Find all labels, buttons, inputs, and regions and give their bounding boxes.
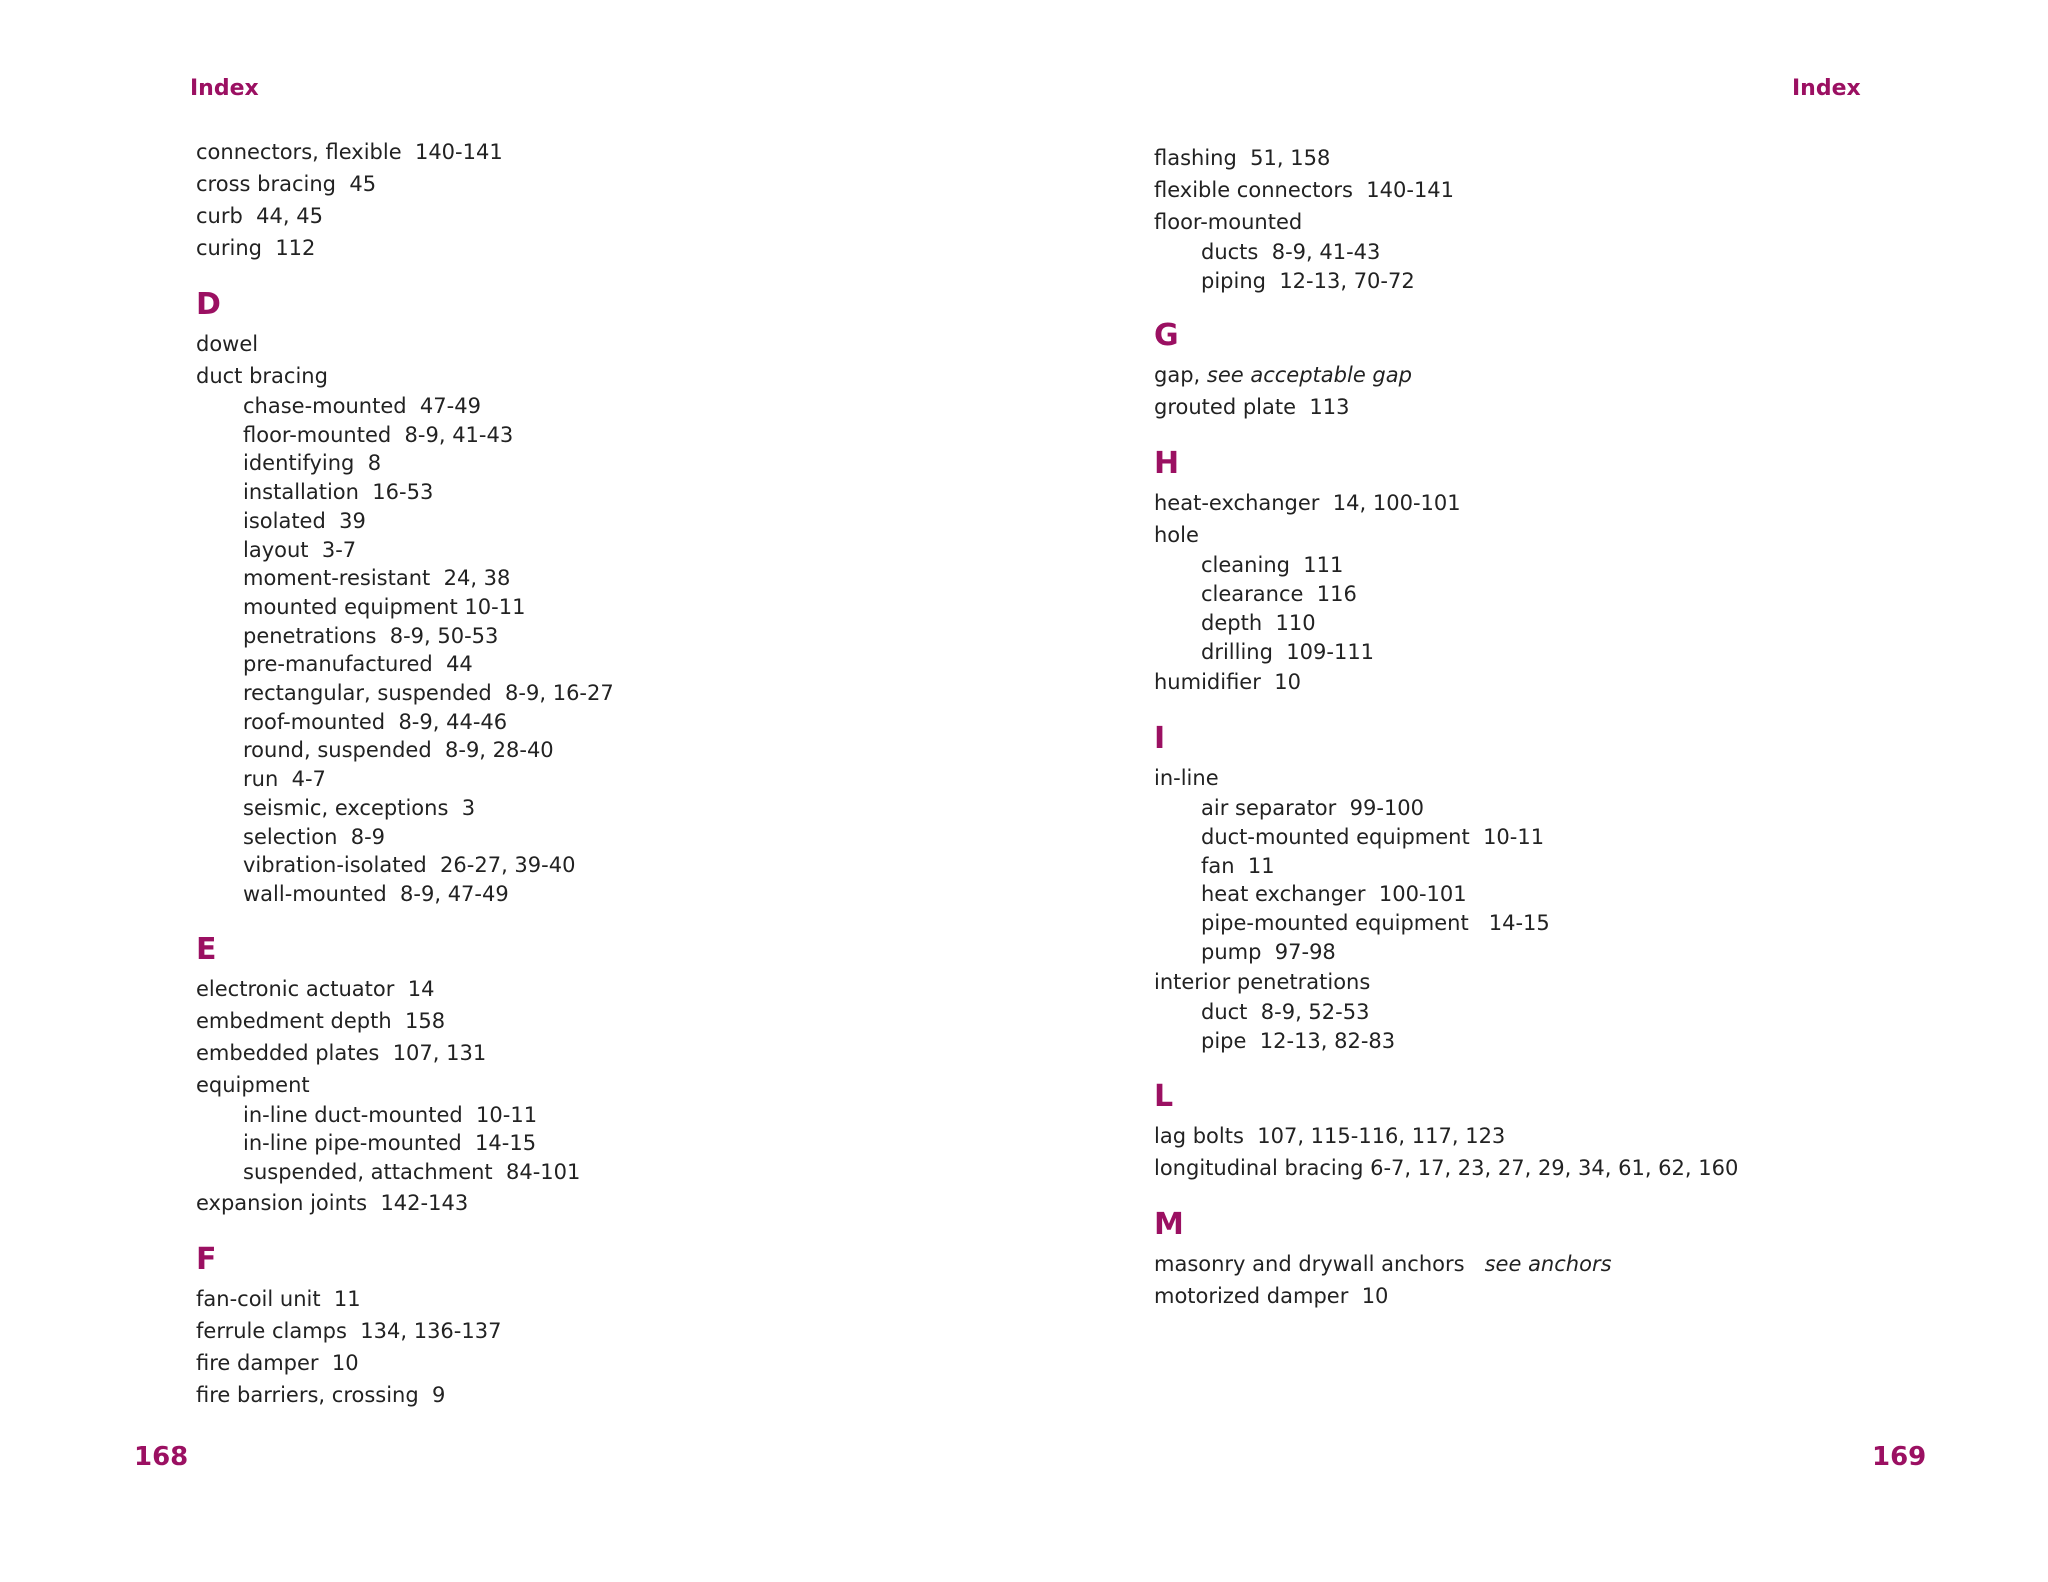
index-entry: fire barriers, crossing 9 bbox=[196, 1382, 446, 1407]
index-column bbox=[1154, 142, 1954, 1312]
index-subentry: pre-manufactured 44 bbox=[243, 652, 473, 677]
section-letter: L bbox=[1154, 1078, 1174, 1114]
index-subentry: in-line duct-mounted 10-11 bbox=[243, 1102, 538, 1127]
index-subentry: isolated 39 bbox=[243, 508, 366, 533]
index-entry: heat-exchanger 14, 100-101 bbox=[1154, 491, 1461, 516]
index-entry: cross bracing 45 bbox=[196, 172, 377, 196]
index-subentry: ducts 8-9, 41-43 bbox=[1201, 240, 1381, 264]
index-subentry: roof-mounted 8-9, 44-46 bbox=[243, 709, 508, 734]
right-page bbox=[1024, 0, 2048, 1582]
section-letter: E bbox=[196, 931, 217, 967]
index-entry: humidifier 10 bbox=[1154, 670, 1301, 695]
index-entry: flashing 51, 158 bbox=[1154, 146, 1331, 170]
index-subentry: drilling 109-111 bbox=[1201, 639, 1375, 664]
index-entry: curing 112 bbox=[196, 236, 316, 260]
index-entry: longitudinal bracing 6-7, 17, 23, 27, 29, 34, 61, 62, 160 bbox=[1154, 1155, 1739, 1180]
index-entry: hole bbox=[1154, 523, 1199, 548]
index-subentry: clearance 116 bbox=[1201, 582, 1357, 607]
index-subentry: round, suspended 8-9, 28-40 bbox=[243, 738, 554, 763]
running-head: Index bbox=[1792, 76, 1861, 101]
index-subentry: moment-resistant 24, 38 bbox=[243, 566, 511, 591]
index-subentry: suspended, attachment 84-101 bbox=[243, 1160, 581, 1185]
index-subentry: pump 97-98 bbox=[1201, 939, 1336, 964]
section-letter: I bbox=[1154, 721, 1166, 757]
index-subentry: pipe 12-13, 82-83 bbox=[1201, 1029, 1396, 1054]
index-subentry: seismic, exceptions 3 bbox=[243, 795, 476, 820]
index-entry bbox=[1154, 1248, 1954, 1280]
index-entry: fire damper 10 bbox=[196, 1350, 359, 1375]
section-letter: G bbox=[1154, 318, 1179, 354]
index-entry: floor-mounted bbox=[1154, 210, 1303, 234]
index-entry: motorized damper 10 bbox=[1154, 1283, 1389, 1308]
page-number: 168 bbox=[134, 1442, 189, 1472]
index-subentry: fan 11 bbox=[1201, 853, 1275, 878]
index-subentry: identifying 8 bbox=[243, 451, 382, 476]
index-entry: embedment depth 158 bbox=[196, 1008, 446, 1033]
running-head: Index bbox=[190, 76, 259, 101]
index-entry: expansion joints 142-143 bbox=[196, 1190, 469, 1215]
index-subentry: vibration-isolated 26-27, 39-40 bbox=[243, 853, 576, 878]
index-subentry: wall-mounted 8-9, 47-49 bbox=[243, 881, 509, 906]
index-entry: curb 44, 45 bbox=[196, 204, 323, 228]
index-entry: dowel bbox=[196, 332, 259, 356]
index-subentry: rectangular, suspended 8-9, 16-27 bbox=[243, 681, 614, 706]
index-entry: ferrule clamps 134, 136-137 bbox=[196, 1318, 502, 1343]
index-entry: interior penetrations bbox=[1154, 970, 1371, 995]
index-entry: duct bracing bbox=[196, 364, 328, 388]
index-entry: flexible connectors 140-141 bbox=[1154, 178, 1455, 202]
page-number: 169 bbox=[1872, 1442, 1927, 1472]
index-subentry: piping 12-13, 70-72 bbox=[1201, 268, 1415, 293]
index-subentry: selection 8-9 bbox=[243, 824, 386, 849]
index-subentry: duct-mounted equipment 10-11 bbox=[1201, 824, 1545, 849]
index-subentry: duct 8-9, 52-53 bbox=[1201, 1000, 1370, 1025]
index-entry bbox=[1154, 359, 1954, 391]
index-subentry: floor-mounted 8-9, 41-43 bbox=[243, 422, 514, 447]
index-entry: electronic actuator 14 bbox=[196, 976, 435, 1001]
section-letter: F bbox=[196, 1241, 217, 1277]
see-reference: see anchors bbox=[1484, 1251, 1612, 1276]
index-subentry: penetrations 8-9, 50-53 bbox=[243, 623, 499, 648]
section-letter: M bbox=[1154, 1206, 1184, 1242]
index-subentry: pipe-mounted equipment 14-15 bbox=[1201, 911, 1550, 936]
see-reference: see acceptable gap bbox=[1206, 363, 1412, 388]
index-subentry: run 4-7 bbox=[243, 767, 326, 792]
index-entry: lag bolts 107, 115-116, 117, 123 bbox=[1154, 1123, 1506, 1148]
index-entry: connectors, flexible 140-141 bbox=[196, 140, 503, 164]
index-entry: equipment bbox=[196, 1072, 310, 1097]
index-term: masonry and drywall anchors bbox=[1154, 1251, 1485, 1276]
section-letter: H bbox=[1154, 446, 1180, 482]
index-entry: in-line bbox=[1154, 766, 1219, 791]
index-subentry: mounted equipment 10-11 bbox=[243, 594, 526, 619]
index-column bbox=[196, 136, 956, 1411]
index-subentry: in-line pipe-mounted 14-15 bbox=[243, 1131, 537, 1156]
index-subentry: chase-mounted 47-49 bbox=[243, 394, 481, 418]
index-entry: fan-coil unit 11 bbox=[196, 1286, 361, 1311]
index-subentry: heat exchanger 100-101 bbox=[1201, 882, 1467, 907]
index-subentry: installation 16-53 bbox=[243, 480, 434, 505]
section-letter: D bbox=[196, 287, 221, 322]
index-subentry: air separator 99-100 bbox=[1201, 796, 1425, 821]
index-subentry: layout 3-7 bbox=[243, 537, 357, 562]
index-subentry: depth 110 bbox=[1201, 610, 1316, 635]
index-entry: grouted plate 113 bbox=[1154, 395, 1350, 420]
index-entry: embedded plates 107, 131 bbox=[196, 1040, 487, 1065]
index-subentry: cleaning 111 bbox=[1201, 553, 1344, 578]
index-term: gap, bbox=[1154, 363, 1207, 388]
